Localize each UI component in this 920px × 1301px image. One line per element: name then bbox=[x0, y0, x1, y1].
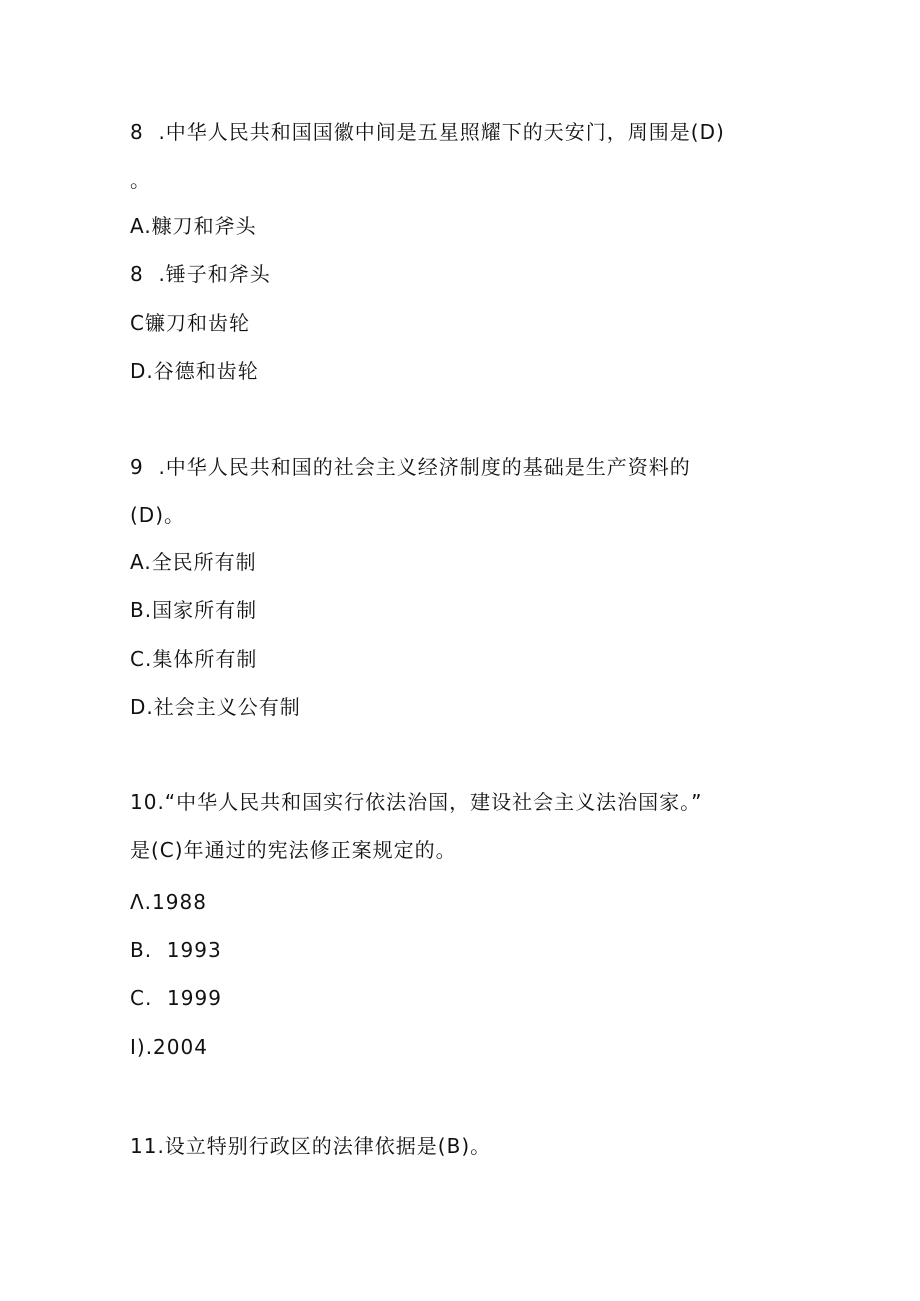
answer-option: B.国家所有制 bbox=[130, 598, 258, 622]
answer-option: C. 1999 bbox=[130, 986, 222, 1010]
question-stem: 9 .中华人民共和国的社会主义经济制度的基础是生产资料的 bbox=[130, 455, 691, 479]
answer-option: 8 .锤子和斧头 bbox=[130, 262, 271, 286]
answer-option: A.糠刀和斧头 bbox=[130, 214, 257, 238]
question-stem: 10.“中华人民共和国实行依法治国，建设社会主义法治国家。” bbox=[130, 790, 703, 814]
question-stem: 。 bbox=[130, 168, 151, 192]
question-stem: 11.设立特别行政区的法律依据是(B)。 bbox=[130, 1134, 492, 1158]
answer-option: I).2004 bbox=[130, 1035, 208, 1059]
answer-option: B. 1993 bbox=[130, 938, 222, 962]
answer-option: D.社会主义公有制 bbox=[130, 695, 301, 719]
answer-option: A.全民所有制 bbox=[130, 550, 257, 574]
question-stem: 8 .中华人民共和国国徽中间是五星照耀下的天安门，周围是(D) bbox=[130, 120, 725, 144]
question-stem: (D)。 bbox=[130, 503, 186, 527]
answer-option: D.谷德和齿轮 bbox=[130, 359, 259, 383]
answer-option: Λ.1988 bbox=[130, 890, 207, 914]
answer-option: C镰刀和齿轮 bbox=[130, 311, 250, 335]
answer-option: C.集体所有制 bbox=[130, 647, 258, 671]
question-stem: 是(C)年通过的宪法修正案规定的。 bbox=[130, 838, 457, 862]
